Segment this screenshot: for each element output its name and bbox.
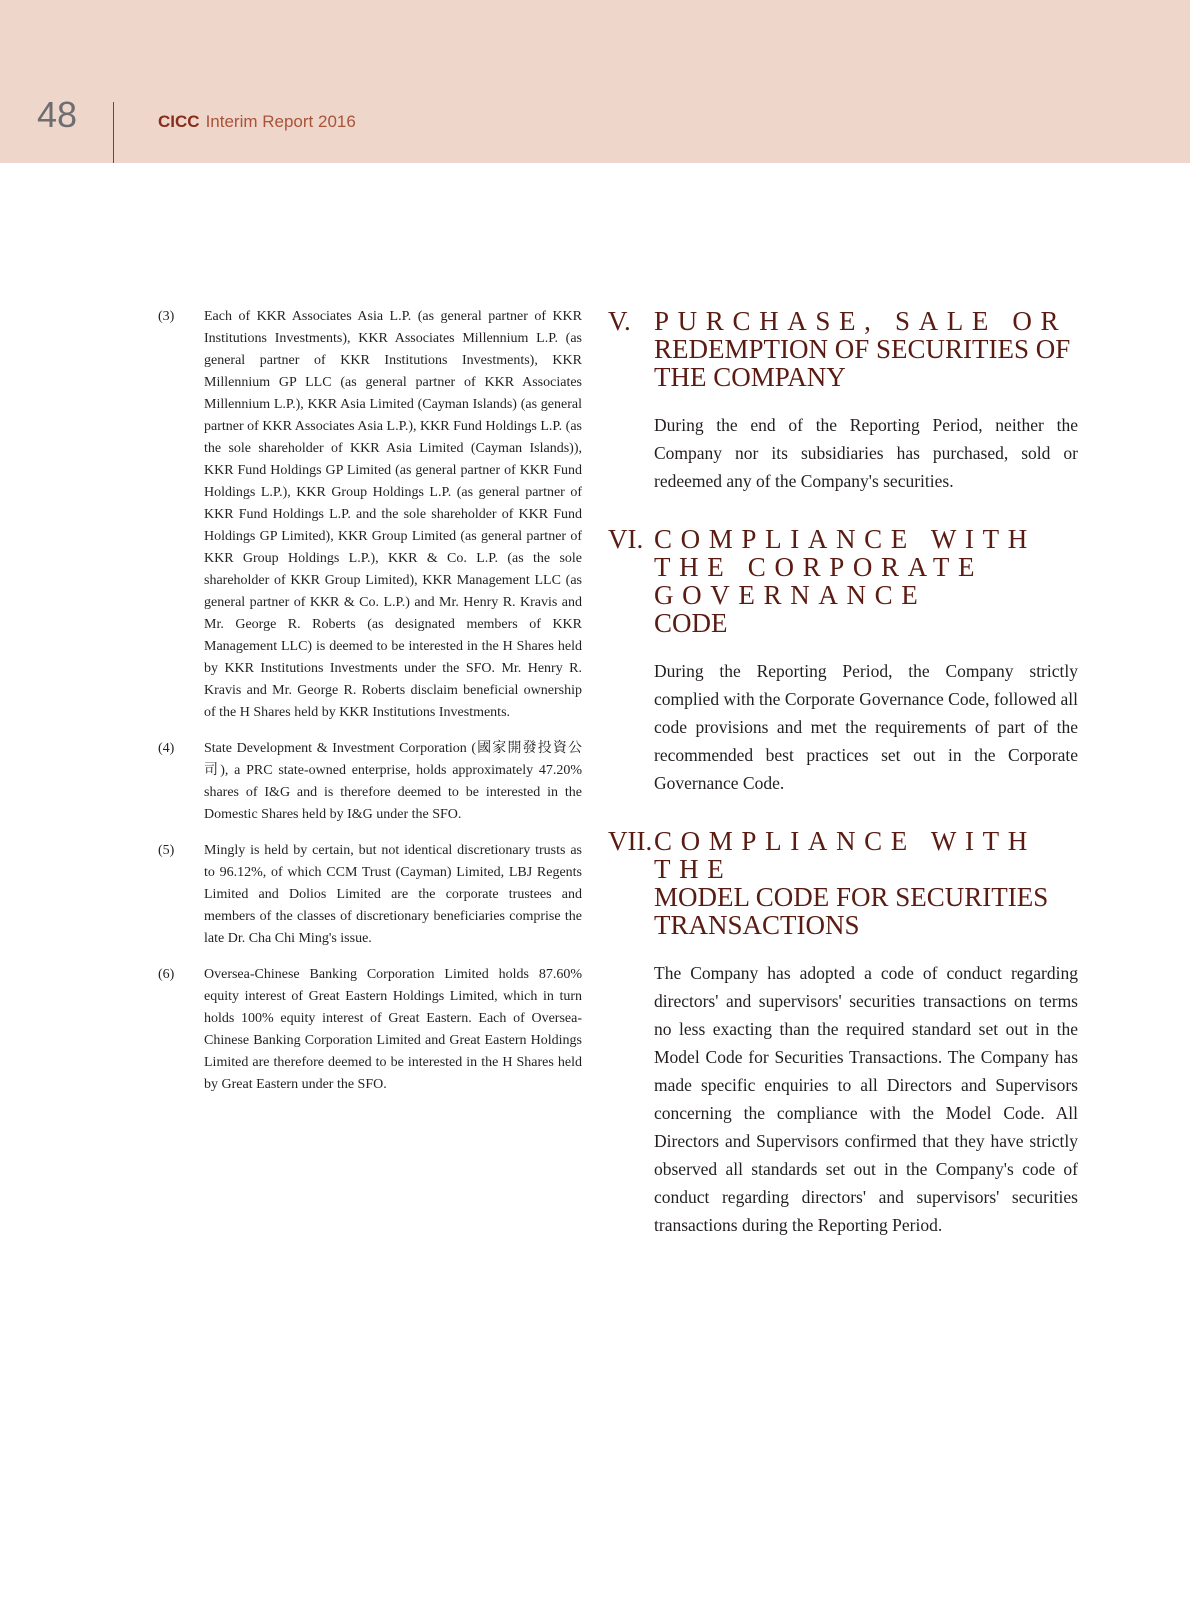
- header-band: [0, 0, 1190, 163]
- section-title: [654, 307, 1078, 391]
- section-number: VI.: [608, 524, 644, 554]
- report-title: [158, 113, 356, 130]
- section-number: VII.: [608, 826, 653, 856]
- section-body: During the Reporting Period, the Company strictly complied with the Corporate Governance Code, followed all code provisions and met the requirements of part of the recommended best practices set out in the Corporate Governance Code.: [654, 661, 1078, 793]
- section-body: The Company has adopted a code of conduct regarding directors' and supervisors' securities transactions on terms no less exacting than the required standard set out in the Model Code for Securities Transactions. The Company has made specific enquiries to all Directors and Supervisors concerning the compliance with the Model Code. All Directors and Supervisors confirmed that they have strictly observed all standards set out in the Company's code of conduct regarding directors' and supervisors' securities transactions during the Reporting Period.: [654, 963, 1078, 1235]
- note-item: [158, 964, 582, 1096]
- note-item: [158, 306, 582, 724]
- note-number: (3): [158, 309, 175, 324]
- section-title-rest: REDEMPTION OF SECURITIES OF THE COMPANY: [654, 334, 1071, 392]
- section-title-line: PURCHASE, SALE OR: [654, 306, 1068, 336]
- notes-column: [158, 306, 582, 1110]
- section-title: [654, 525, 1078, 637]
- header-divider: [113, 102, 114, 163]
- note-number: (6): [158, 967, 175, 982]
- section-title-line: COMPLIANCE WITH THE: [654, 826, 1036, 884]
- section-title-rest: MODEL CODE FOR SECURITIES TRANSACTIONS: [654, 882, 1049, 940]
- report-subtitle: Interim Report 2016: [205, 112, 356, 131]
- section-title-line: COMPLIANCE WITH THE CORPORATE GOVERNANCE: [654, 524, 1036, 610]
- section-model-code: [608, 827, 1078, 1239]
- section-number: V.: [608, 306, 631, 336]
- section-corporate-governance: [608, 525, 1078, 797]
- note-number: (4): [158, 741, 175, 756]
- section-title: [654, 827, 1078, 939]
- section-body: During the end of the Reporting Period, neither the Company nor its subsidiaries has purchased, sold or redeemed any of the Company's securities.: [654, 415, 1078, 491]
- sections-column: [608, 307, 1078, 1269]
- page-number: 48: [37, 94, 78, 135]
- note-text: Mingly is held by certain, but not identical discretionary trusts as to 96.12%, of which CCM Trust (Cayman) Limited, LBJ Regents Limited and Dolios Limited are the corporate trustees and members of the classes of discretionary beneficiaries comprise the late Dr. Cha Chi Ming's issue.: [204, 843, 582, 946]
- note-number: (5): [158, 843, 175, 858]
- report-brand: CICC: [158, 112, 200, 131]
- section-title-rest: CODE: [654, 608, 728, 638]
- note-item: [158, 840, 582, 950]
- note-text: State Development & Investment Corporation (國家開發投資公司), a PRC state-owned enterprise, holds approximately 47.20% shares of I&G and is therefore deemed to be interested in the Domestic Shares held by I&G under the SFO.: [204, 741, 582, 822]
- note-text: Each of KKR Associates Asia L.P. (as general partner of KKR Institutions Investments), KKR Associates Millennium L.P. (as general partner of KKR Institutions Investments), KKR Millennium GP LLC (as general partner of KKR Associates Millennium L.P.), KKR Asia Limited (Cayman Islands) (as general partner of KKR Associates Asia L.P.), KKR Fund Holdings L.P. (as the sole shareholder of KKR Asia Limited (Cayman Islands)), KKR Fund Holdings GP Limited (as general partner of KKR Fund Holdings L.P.), KKR Group Holdings L.P. (as general partner of KKR Fund Holdings L.P. and the sole shareholder of KKR Fund Holdings GP Limited), KKR Group Limited (as general partner of KKR Group Holdings L.P.), KKR & Co. L.P. (as the sole shareholder of KKR Group Limited), KKR Management LLC (as general partner of KKR & Co. L.P.) and Mr. Henry R. Kravis and Mr. George R. Roberts (as designated members of KKR Management LLC) is deemed to be interested in the H Shares held by KKR Institutions Investments under the SFO. Mr. Henry R. Kravis and Mr. George R. Roberts disclaim beneficial ownership of the H Shares held by KKR Institutions Investments.: [204, 309, 582, 720]
- section-purchase-sale-redemption: [608, 307, 1078, 495]
- note-text: Oversea-Chinese Banking Corporation Limited holds 87.60% equity interest of Great Eastern Holdings Limited, which in turn holds 100% equity interest of Great Eastern. Each of Oversea-Chinese Banking Corporation Limited and Great Eastern Holdings Limited are therefore deemed to be interested in the H Shares held by Great Eastern under the SFO.: [204, 967, 582, 1092]
- note-item: [158, 738, 582, 826]
